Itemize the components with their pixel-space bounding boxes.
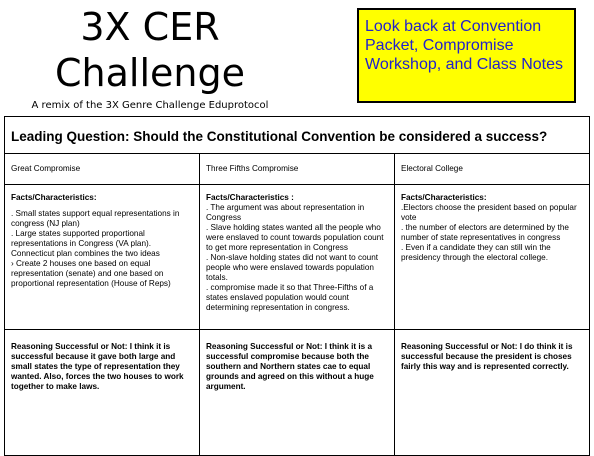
facts-label: Facts/Characteristics: — [11, 193, 97, 202]
facts-cell-electoral-college[interactable] — [395, 185, 590, 330]
fact-line: › Create 2 houses one based on equal representation (senate) and one based on proportional representation (House of Reps) — [11, 259, 171, 288]
fact-line: . Small states support equal representations in congress (NJ plan) — [11, 209, 180, 228]
facts-cell-great-compromise[interactable] — [5, 185, 200, 330]
reasoning-cell-three-fifths[interactable]: Reasoning Successful or Not: I think it is a successful compromise because both the southern and Northern states cae to equal grounds and agreed on this without a huge argument. — [200, 330, 395, 456]
title-line-1: 3X CER — [80, 5, 220, 49]
facts-label: Facts/Characteristics: — [401, 193, 487, 202]
title-line-2: Challenge — [55, 51, 245, 95]
fact-line: . Non-slave holding states did not want to count people who were enslaved towards population totals. — [206, 253, 379, 282]
column-header-three-fifths: Three Fifths Compromise — [200, 154, 395, 185]
fact-line: . the number of electors are determined by the number of state representatives in congress — [401, 223, 569, 242]
subtitle: A remix of the 3X Genre Challenge Eduprotocol — [31, 100, 269, 111]
cer-table — [4, 116, 590, 456]
reasoning-cell-great-compromise[interactable]: Reasoning Successful or Not: I think it is successful because it gave both large and small states the type of representation they wanted. Also, forces the two houses to work together to make laws. — [5, 330, 200, 456]
fact-line: .Electors choose the president based on popular vote — [401, 203, 577, 222]
fact-line: . Even if a candidate they can still win the presidency through the electoral college. — [401, 243, 551, 262]
fact-line: . Slave holding states wanted all the people who were enslaved to count towards population count to get more representation in Congress — [206, 223, 384, 252]
fact-line: . The argument was about representation in Congress — [206, 203, 365, 222]
facts-label: Facts/Characteristics : — [206, 193, 294, 202]
column-header-electoral-college: Electoral College — [395, 154, 590, 185]
facts-cell-three-fifths[interactable] — [200, 185, 395, 330]
leading-question: Leading Question: Should the Constitutional Convention be considered a success? — [5, 117, 590, 154]
reasoning-cell-electoral-college[interactable]: Reasoning Successful or Not: I do think it is successful because the president is choses fairly this way and is represented correctly. — [395, 330, 590, 456]
fact-line: . Large states supported proportional representations in Congress (VA plan). — [11, 229, 152, 248]
column-header-great-compromise: Great Compromise — [5, 154, 200, 185]
page-title — [0, 4, 300, 96]
fact-line: Connecticut plan combines the two ideas — [11, 249, 160, 258]
fact-line: . compromise made it so that Three-Fifths of a states enslaved population would count determining representation in congress. — [206, 283, 374, 312]
sticky-note: Look back at Convention Packet, Compromise Workshop, and Class Notes — [357, 8, 576, 103]
